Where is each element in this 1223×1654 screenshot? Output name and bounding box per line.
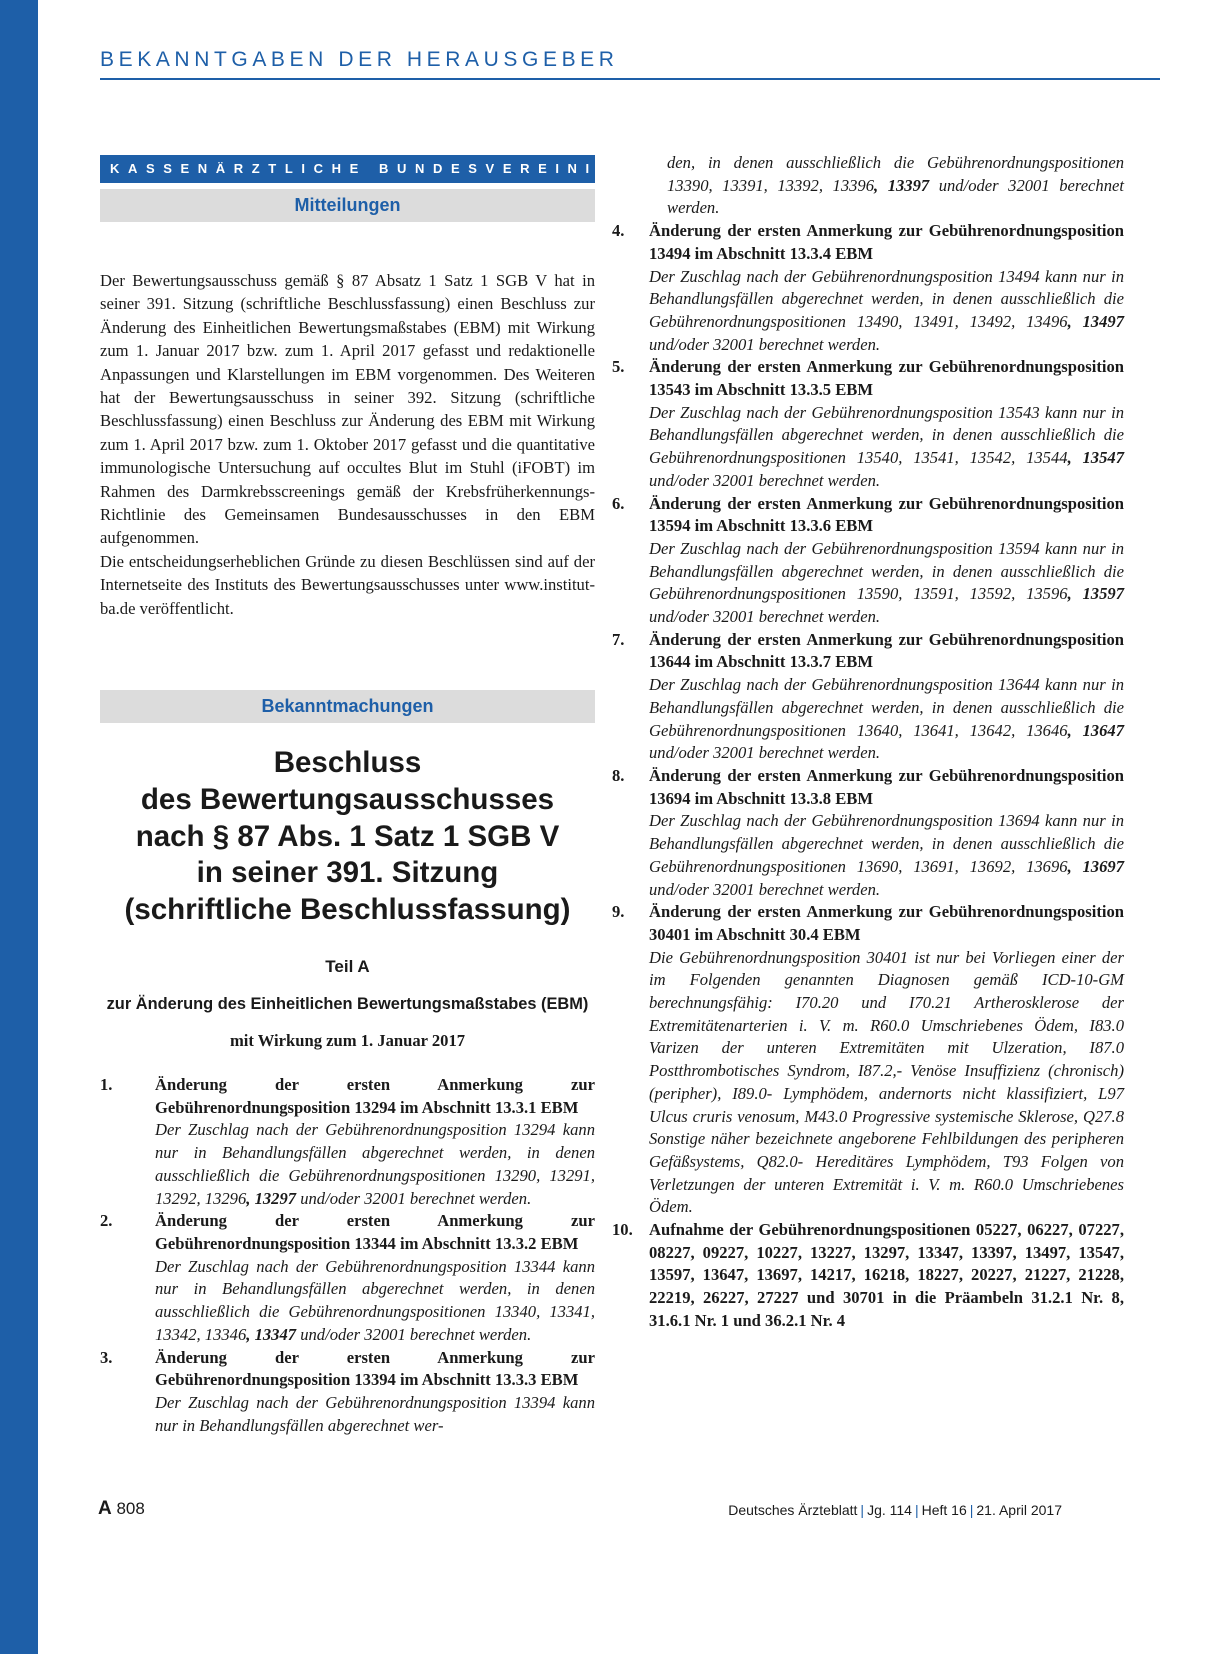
page-number [98,1498,145,1520]
title-line: (schriftliche Beschlussfassung) [124,893,571,927]
list-item [612,493,1124,629]
continuation-text [612,152,1124,220]
wirkung-heading: mit Wirkung zum 1. Januar 2017 [229,1031,466,1051]
item-body: Der Zuschlag nach der Gebührenordnungsposition 13394 kann nur in Behandlungsfällen abgerechnet wer- [155,1392,595,1435]
item-body-bold: , 13347 [246,1324,297,1344]
title-line: des Bewertungsausschusses [140,782,555,816]
mitteilungen-heading: Mitteilungen [100,189,595,222]
page-number-value: 808 [116,1499,145,1518]
item-body-text-end: und/oder 32001 berechnet werden. [296,1324,532,1344]
journal-name: Deutsches Ärzteblatt [728,1502,858,1518]
separator: | [914,1502,919,1518]
item-body: Die Gebührenordnungsposition 30401 ist nur bei Vorliegen einer der im Folgenden genannten Diagnosen gemäß ICD-10-GM berechnungsfähig: I70.20 und I70.21 Artherosklerose der Extremitätenarterien i. V. m. R60.0 Umschriebenes Ödem, I83.0 Varizen der unteren Extremitäten mit Ulzeration, I87.0 Postthrombotisches Syndrom, I87.2,- Venöse Insuffizienz (chronisch) (peripher), I89.0- Lymphödem, andernorts nicht klassifiziert, L97 Ulcus cruris venosum, M43.0 Progressive systemische Sklerose, Q27.8 Sonstige näher bezeichnete angeborene Fehlbildungen des peripheren Gefäßsystems, Q82.0- Hereditäres Lymphödem, T93 Folgen von Verletzungen der unteren Extremität i. V. m. R60.0 Umschriebenes Ödem. [649,947,1124,1217]
title-line: Beschluss [273,746,422,780]
item-body-text-end: und/oder 32001 berechnet werden. [649,743,881,763]
continuation-text-start: den, in denen ausschließlich die Gebührenordnungspositionen 13390, 13391, 13392, 13396 [667,153,1124,195]
item-body [649,266,1124,357]
item-number: 6. [612,493,625,513]
item-heading: Änderung der ersten Anmerkung zur Gebührenordnungsposition 13344 im Abschnitt 13.3.2 EBM [155,1211,595,1253]
item-body [155,1256,595,1347]
item-body-text: Der Zuschlag nach der Gebührenordnungsposition 13543 kann nur in Behandlungsfällen abgerechnet werden, in denen ausschließlich die Gebührenordnungspositionen 13540, 13541, 13542, 13544 [649,402,1124,468]
item-list-left [100,1074,595,1437]
item-heading: Änderung der ersten Anmerkung zur Gebührenordnungsposition 13394 im Abschnitt 13.3.3 EBM [155,1347,595,1390]
item-body [155,1119,595,1210]
item-body [649,674,1124,765]
list-item [612,629,1124,765]
separator: | [860,1502,865,1518]
continuation-text-end: und/oder 32001 berechnet werden. [667,175,1124,218]
item-heading: Änderung der ersten Anmerkung zur Gebührenordnungsposition 13543 im Abschnitt 13.3.5 EBM [649,357,1124,400]
item-body [649,810,1124,901]
item-body-text: Der Zuschlag nach der Gebührenordnungsposition 13694 kann nur in Behandlungsfällen abgerechnet werden, in denen ausschließlich die Gebührenordnungspositionen 13690, 13691, 13692, 13696 [649,811,1124,876]
list-item [100,1347,595,1438]
item-body-bold: , 13697 [1067,856,1124,876]
page-prefix: A [98,1498,112,1519]
continuation-bold: , 13397 [874,175,930,195]
item-heading: Änderung der ersten Anmerkung zur Gebührenordnungsposition 13644 im Abschnitt 13.3.7 EBM [649,629,1124,672]
separator: | [969,1502,974,1518]
item-body-text: Der Zuschlag nach der Gebührenordnungsposition 13344 kann nur in Behandlungsfällen abgerechnet werden, in denen ausschließlich die Gebührenordnungspositionen 13340, 13341, 13342, 13346 [155,1256,595,1344]
item-body-text: Der Zuschlag nach der Gebührenordnungsposition 13294 kann nur in Behandlungsfällen abgerechnet werden, in denen ausschließlich die Gebührenordnungspositionen 13290, 13291, 13292, 13296 [155,1120,595,1208]
item-number: 2. [100,1211,113,1231]
list-item [612,765,1124,901]
item-number: 1. [100,1075,113,1095]
list-item [100,1210,595,1346]
item-number: 7. [612,629,625,649]
item-heading: Änderung der ersten Anmerkung zur Gebührenordnungsposition 13494 im Abschnitt 13.3.4 EBM [649,221,1124,263]
list-item [612,901,1124,1219]
item-body-text: Der Zuschlag nach der Gebührenordnungsposition 13494 kann nur in Behandlungsfällen abgerechnet werden, in denen ausschließlich die Gebührenordnungspositionen 13490, 13491, 13492, 13496 [649,266,1124,331]
item-heading: Änderung der ersten Anmerkung zur Gebührenordnungsposition 13594 im Abschnitt 13.3.6 EBM [649,493,1124,536]
item-body [649,402,1124,493]
item-body-bold: , 13497 [1067,311,1124,331]
journal-issue: Heft 16 [921,1502,967,1518]
list-item [612,356,1124,492]
item-heading: Änderung der ersten Anmerkung zur Gebührenordnungsposition 13694 im Abschnitt 13.3.8 EBM [649,765,1124,808]
right-column [612,152,1124,1333]
item-number: 9. [612,902,625,922]
item-body-bold: , 13597 [1067,584,1124,604]
item-body [649,538,1124,629]
journal-volume: Jg. 114 [867,1502,912,1518]
item-number: 3. [100,1347,113,1367]
list-item [612,1219,1124,1333]
intro-paragraph-2: Die entscheidungserheblichen Gründe zu diesen Beschlüssen sind auf der Internetseite des Instituts des Bewertungsausschusses unter www.institut-ba.de veröffentlicht. [100,551,595,618]
journal-date: 21. April 2017 [976,1502,1062,1518]
title-line: nach § 87 Abs. 1 Satz 1 SGB V [135,819,560,853]
item-heading: Änderung der ersten Anmerkung zur Gebührenordnungsposition 30401 im Abschnitt 30.4 EBM [649,902,1124,944]
page-header-title: BEKANNTGABEN DER HERAUSGEBER [100,48,619,71]
item-body-text-end: und/oder 32001 berechnet werden. [649,334,881,354]
bekanntmachungen-heading: Bekanntmachungen [100,690,595,723]
item-body-text: Der Zuschlag nach der Gebührenordnungsposition 13644 kann nur in Behandlungsfällen abgerechnet werden, in denen ausschließlich die Gebührenordnungspositionen 13640, 13641, 13642, 13646 [649,675,1124,740]
teil-heading: Teil A [325,957,370,977]
item-number: 5. [612,357,625,377]
item-body-text-end: und/oder 32001 berechnet werden. [649,607,881,627]
list-item [100,1074,595,1210]
journal-info [728,1502,1062,1518]
list-item [612,220,1124,356]
title-line: in seiner 391. Sitzung [196,856,499,890]
item-heading: Änderung der ersten Anmerkung zur Gebührenordnungsposition 13294 im Abschnitt 13.3.1 EBM [155,1075,595,1117]
intro-paragraph: Der Bewertungsausschuss gemäß § 87 Absatz 1 Satz 1 SGB V hat in seiner 391. Sitzung (schriftliche Beschlussfassung) einen Beschluss zur Änderung des Einheitlichen Bewertungsmaßstabes (EBM) mit Wirkung zum 1. Januar 2017 bzw. zum 1. April 2017 gefasst und redaktionelle Anpassungen und Klarstellungen im EBM vorgenommen. Des Weiteren hat der Bewertungsausschuss in seiner 392. Sitzung (schriftliche Beschlussfassung) einen Beschluss zur Änderung des EBM mit Wirkung zum 1. April 2017 bzw. zum 1. Oktober 2017 gefasst und die quantitative immunologische Untersuchung auf occultes Blut im Stuhl (iFOBT) im Rahmen des Darmkrebsscreenings gemäß der Krebsfrüherkennungs-Richtlinie des Gemeinsamen Bundesausschusses in den EBM aufgenommen. [100,271,595,548]
item-heading: Aufnahme der Gebührenordnungspositionen 05227, 06227, 07227, 08227, 09227, 10227, 13227, 13297, 13347, 13397, 13497, 13547, 13597, 13647, 13697, 14217, 16218, 18227, 20227, 21227, 21228, 22219, 26227, 27227 und 30701 in die Präambeln 31.2.1 Nr. 8, 31.6.1 Nr. 1 und 36.2.1 Nr. 4 [649,1220,1124,1330]
item-body-text-end: und/oder 32001 berechnet werden. [296,1188,532,1208]
blue-side-bar [0,0,38,1654]
beschluss-title [100,745,595,929]
zur-aenderung-heading: zur Änderung des Einheitlichen Bewertungsmaßstabes (EBM) [106,995,589,1014]
item-number: 10. [612,1220,633,1240]
item-body-bold: , 13297 [246,1188,297,1208]
kbv-bar: KASSENÄRZTLICHE BUNDESVEREINIGUNG [100,155,595,183]
item-body-text: Der Zuschlag nach der Gebührenordnungsposition 13594 kann nur in Behandlungsfällen abgerechnet werden, in denen ausschließlich die Gebührenordnungspositionen 13590, 13591, 13592, 13596 [649,538,1124,604]
item-number: 4. [612,221,625,241]
item-body-bold: , 13647 [1067,720,1124,740]
item-number: 8. [612,765,625,785]
item-body-bold: , 13547 [1067,448,1124,468]
item-body-text-end: und/oder 32001 berechnet werden. [649,470,881,490]
intro-text [100,269,595,620]
item-body-text-end: und/oder 32001 berechnet werden. [649,879,881,899]
